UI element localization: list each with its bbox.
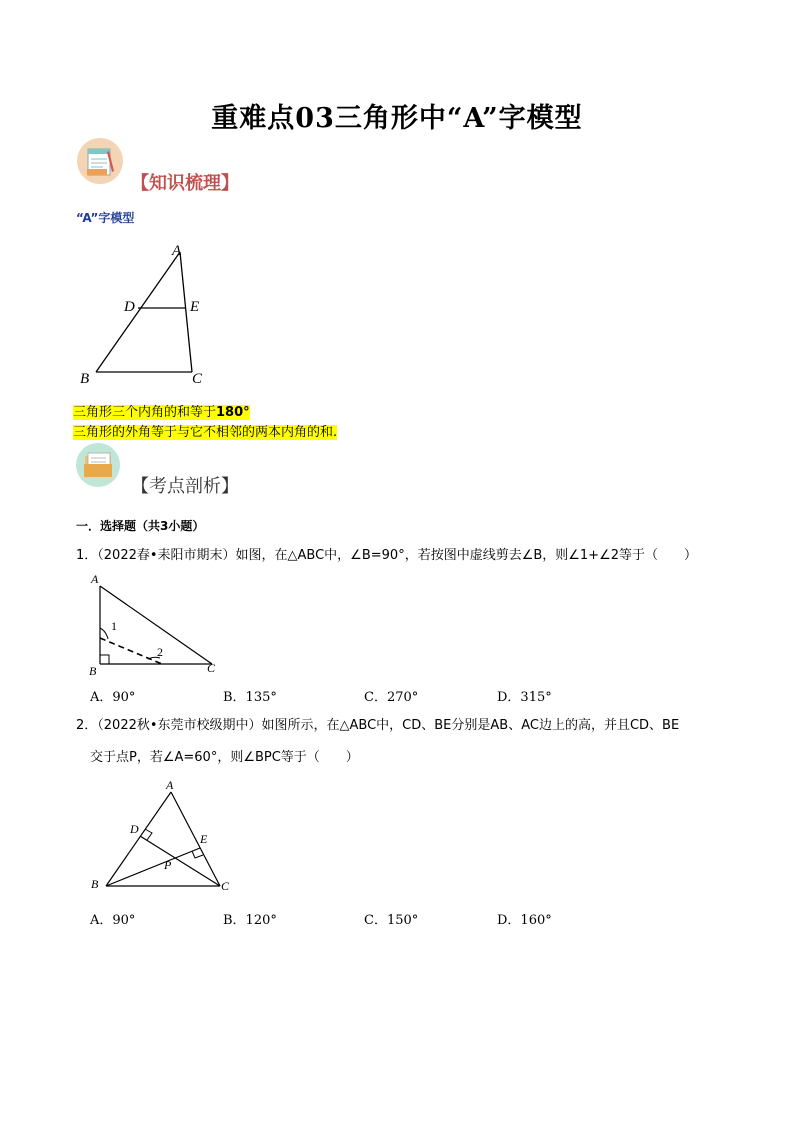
q2-label-a: A [166, 778, 174, 792]
page-title: 重难点03三角形中“A”字模型 [211, 103, 583, 134]
q1-option-d[interactable]: D．315° [497, 690, 552, 705]
notebook-pencil-icon [76, 137, 124, 185]
q1-option-a[interactable]: A．90° [90, 690, 136, 705]
q2-option-b[interactable]: B．120° [223, 913, 277, 928]
q2-edge-ac [171, 792, 220, 886]
q2-right-angle-d [145, 829, 152, 840]
q2-label-c: C [221, 879, 230, 893]
model-subheading: “A”字模型 [76, 211, 135, 225]
a-model-figure [74, 240, 224, 390]
question-1-figure [90, 580, 220, 675]
q1-angle-1-arc [100, 628, 108, 639]
question-2-text-line2: 交于点P，若∠A=60°，则∠BPC等于（ ） [90, 750, 359, 765]
q1-label-a: A [91, 572, 99, 586]
q2-option-d[interactable]: D．160° [497, 913, 552, 928]
q1-label-b: B [89, 664, 97, 678]
fact-exterior-angle-text: 三角形的外角等于与它不相邻的两本内角的和. [73, 425, 338, 440]
question-1-text: 1．（2022春•耒阳市期末）如图，在△ABC中，∠B=90°，若按图中虚线剪去∠B，则∠1+∠2等于（ ） [76, 548, 698, 563]
q2-altitude-cd [140, 836, 220, 886]
q2-label-d: D [130, 822, 139, 836]
part-heading: 一．选择题（共3小题） [76, 519, 205, 533]
label-e: E [190, 299, 200, 315]
edge-ab [96, 252, 180, 372]
q2-option-c[interactable]: C．150° [364, 913, 419, 928]
section-heading-knowledge: 【知识梳理】 [131, 173, 239, 194]
folder-papers-icon [75, 442, 121, 488]
q2-label-b: B [91, 877, 99, 891]
label-b: B [80, 371, 90, 387]
q2-altitude-be [106, 848, 200, 886]
fact-angle-sum [73, 401, 250, 420]
q1-option-b[interactable]: B．135° [223, 690, 277, 705]
fact-angle-sum-value: 180° [216, 405, 250, 420]
label-c: C [192, 371, 203, 387]
q2-right-angle-e [192, 851, 203, 858]
label-d: D [124, 299, 135, 315]
q1-label-1: 1 [111, 619, 117, 633]
q1-label-2: 2 [157, 645, 163, 659]
fact-exterior-angle [73, 421, 337, 440]
q2-edge-ab [106, 792, 171, 886]
q1-label-c: C [207, 661, 216, 675]
q2-label-e: E [200, 832, 208, 846]
section-heading-analysis: 【考点剖析】 [131, 476, 239, 497]
q2-label-p: P [164, 858, 172, 872]
q1-right-angle-mark [100, 655, 109, 664]
fact-angle-sum-text: 三角形三个内角的和等于 [73, 405, 217, 420]
question-2-text-line1: 2．（2022秋•东莞市校级期中）如图所示，在△ABC中，CD、BE分别是AB、AC边上的高，并且CD、BE [76, 718, 680, 733]
q1-option-c[interactable]: C．270° [364, 690, 419, 705]
q2-option-a[interactable]: A．90° [90, 913, 136, 928]
question-2-figure [96, 786, 231, 891]
label-a: A [172, 243, 182, 259]
